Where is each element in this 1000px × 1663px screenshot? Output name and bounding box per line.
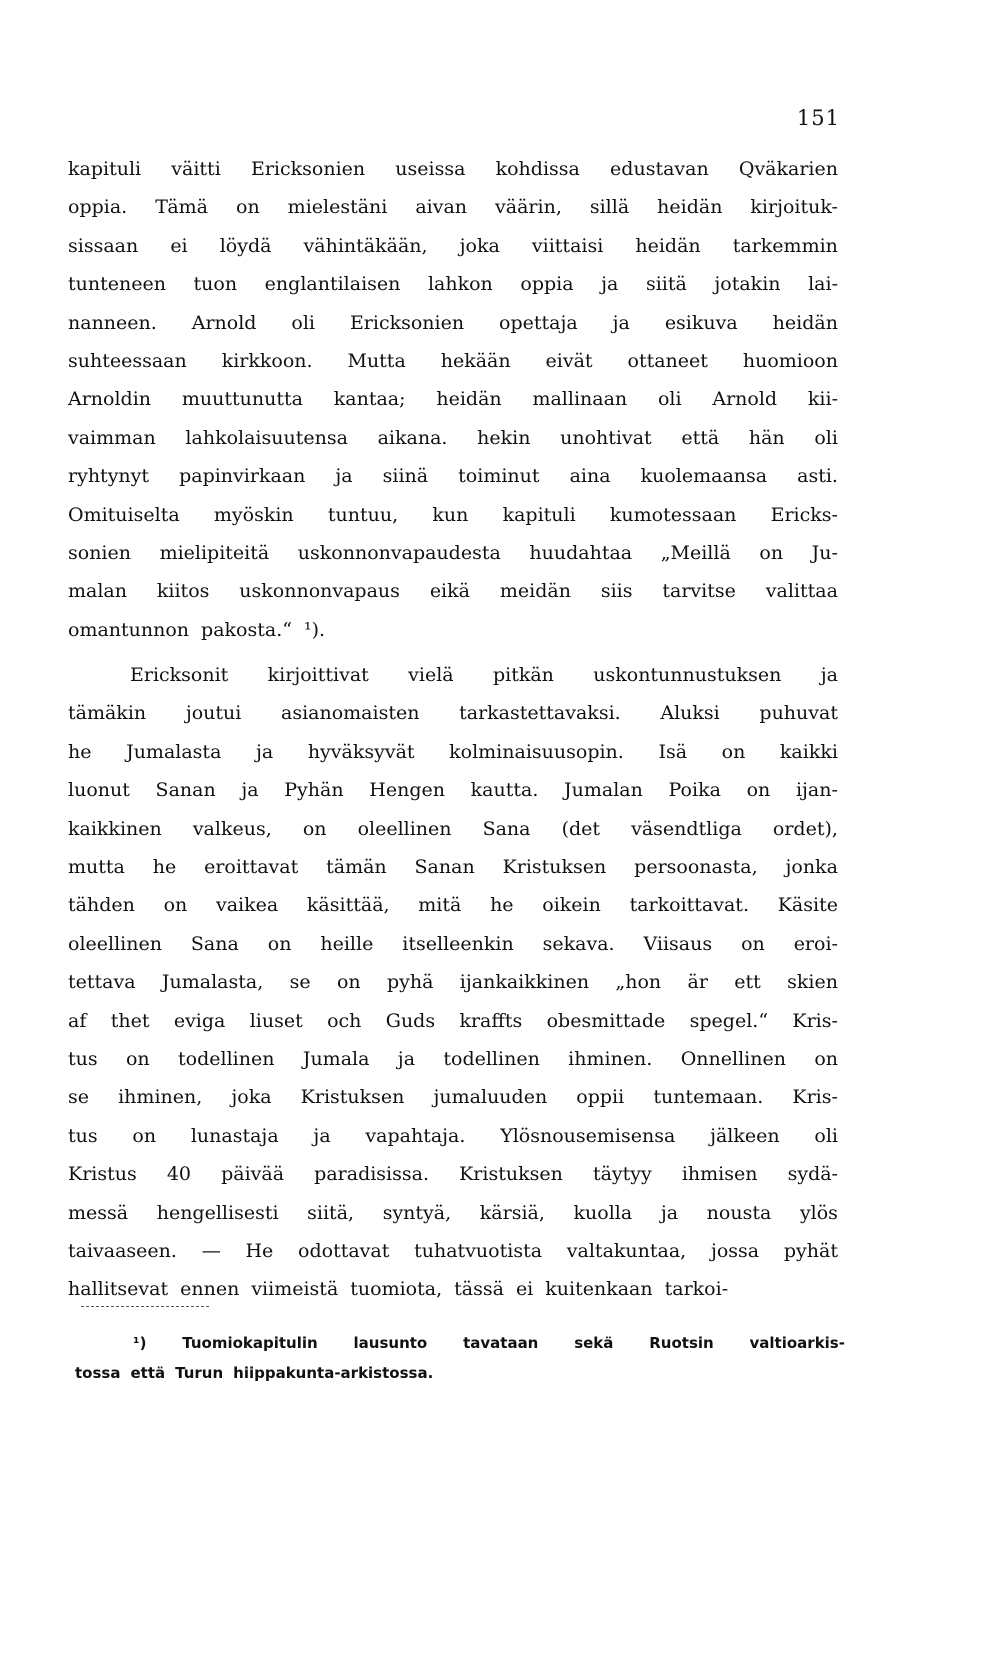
word: Ylösnousemisensa [500, 1124, 676, 1147]
text-line [68, 656, 838, 694]
word: thet [110, 1009, 150, 1032]
word: sekava. [542, 932, 615, 955]
word: aikana. [377, 426, 448, 449]
word: hekin [477, 426, 531, 449]
word: kapituli [68, 158, 142, 180]
word: hän [748, 426, 785, 449]
word: unohtivat [560, 426, 652, 449]
word: kirkkoon. [221, 349, 313, 372]
word: tuntemaan. [653, 1086, 764, 1109]
word: Kristus [68, 1163, 137, 1186]
word: että [130, 1364, 166, 1382]
word: asti. [797, 465, 838, 488]
word: uskontunnustuksen [593, 664, 782, 687]
word: (det [561, 817, 601, 840]
word: eroi- [793, 932, 838, 955]
word: tus [68, 1047, 98, 1070]
word: tarvitse [662, 580, 736, 603]
word: omantunnon [68, 618, 190, 641]
word: kumotessaan [609, 503, 737, 526]
word: ennen [180, 1278, 240, 1301]
word: Sana [482, 817, 531, 840]
word: todellinen [178, 1047, 275, 1070]
text-line [68, 572, 838, 610]
word: tuon [193, 273, 238, 296]
word: Sana [190, 932, 239, 955]
word: mutta [68, 856, 125, 879]
word: vapahtaja. [365, 1124, 466, 1147]
word: puhuvat [759, 702, 838, 725]
word: opettaja [499, 311, 578, 334]
word: heille [320, 932, 374, 955]
footnote [75, 1328, 845, 1388]
word: ja [820, 664, 838, 687]
text-line [68, 342, 838, 380]
word: on [236, 196, 260, 219]
word: tarkastettavaksi. [459, 702, 621, 725]
word: — [201, 1239, 221, 1262]
word: skien [787, 971, 838, 994]
text-line [68, 1270, 838, 1308]
word: kantaa; [333, 388, 406, 411]
word: viimeistä [251, 1278, 339, 1301]
word: lahkon [427, 273, 493, 296]
word: kohdissa [495, 158, 580, 180]
word: Tämä [155, 196, 209, 219]
word: Jumalasta, [161, 971, 264, 994]
word: mielestäni [287, 196, 388, 219]
word: käsittää, [306, 894, 390, 917]
word: hekään [440, 349, 511, 372]
word: päivää [221, 1163, 285, 1186]
word: Ericksonien [250, 158, 366, 180]
word: ja [313, 1124, 331, 1147]
word: Hengen [369, 779, 445, 802]
word: Jumala [302, 1047, 370, 1070]
word: tarkemmin [732, 234, 838, 257]
word: heidän [436, 388, 502, 411]
word: huomioon [742, 349, 838, 372]
word: Kris- [792, 1086, 838, 1109]
body-text [68, 150, 838, 1309]
word: jumaluuden [433, 1086, 548, 1109]
word: väitti [171, 158, 221, 180]
word: kii- [807, 388, 838, 411]
word: luonut [68, 779, 130, 802]
word: tähden [68, 894, 135, 917]
word: edustavan [610, 158, 709, 180]
word: persoonasta, [634, 856, 758, 879]
word: messä [68, 1201, 129, 1224]
word: Arnold [191, 311, 257, 334]
word: lausunto [353, 1334, 428, 1352]
text-line [68, 771, 838, 809]
word: he [152, 856, 177, 879]
word: joka [231, 1086, 272, 1109]
word: Ericksonit [130, 664, 229, 687]
word: Jumalan [564, 779, 643, 802]
word: täytyy [592, 1163, 652, 1186]
word: ett [734, 971, 761, 994]
text-line [68, 1194, 838, 1232]
word: Omituiselta [68, 503, 180, 526]
word: aina [569, 465, 611, 488]
word: Arnoldin [68, 388, 152, 411]
word: hiippakunta-arkistossa. [233, 1364, 434, 1382]
text-line [68, 1002, 838, 1040]
word: tämäkin [68, 702, 147, 725]
word: valittaa [765, 580, 838, 603]
word: jossa [710, 1239, 760, 1262]
word: af [68, 1009, 87, 1032]
text-line [68, 886, 838, 924]
word: siinä [382, 465, 429, 488]
text-line [68, 848, 838, 886]
word: är [687, 971, 708, 994]
word: Pyhän [284, 779, 344, 802]
word: Viisaus [643, 932, 713, 955]
text-line [68, 227, 838, 265]
word: sonien [68, 541, 131, 564]
word: ei [515, 1278, 534, 1301]
word: Kristuksen [502, 856, 607, 879]
text-line [68, 1232, 838, 1270]
word: ja [335, 465, 353, 488]
word: „hon [615, 971, 662, 994]
word: tettava [68, 971, 136, 994]
text-line [68, 419, 838, 457]
word: pakosta.“ [201, 618, 292, 641]
word: ¹) [133, 1334, 147, 1352]
page-number: 151 [796, 106, 840, 130]
word: on [132, 1124, 157, 1147]
word: vielä [408, 664, 454, 687]
word: eroittavat [204, 856, 299, 879]
word: oli [657, 388, 682, 411]
word: „Meillä [660, 541, 731, 564]
word: Ju- [811, 541, 838, 564]
word: kun [432, 503, 469, 526]
word: Tuomiokapitulin [182, 1334, 318, 1352]
word: oleellinen [68, 932, 162, 955]
word: sillä [589, 196, 630, 219]
word: on [814, 1047, 838, 1070]
word: kraffts [459, 1009, 523, 1032]
word: on [267, 932, 292, 955]
word: Kristuksen [459, 1163, 563, 1186]
word: Jumalasta [126, 740, 222, 763]
word: ja [256, 740, 274, 763]
word: ja [601, 273, 619, 296]
word: tarkoittavat. [629, 894, 749, 917]
text-line [68, 304, 838, 342]
word: kirjoituk- [750, 196, 838, 219]
text-line [68, 733, 838, 771]
text-line [68, 457, 838, 495]
word: pyhä [386, 971, 434, 994]
word: valkeus, [192, 817, 272, 840]
word: mielipiteitä [159, 541, 270, 564]
word: toiminut [458, 465, 540, 488]
text-line [68, 925, 838, 963]
word: kuitenkaan [545, 1278, 653, 1301]
word: lai- [808, 273, 838, 296]
word: on [759, 541, 784, 564]
word: heidän [635, 234, 701, 257]
word: Ericks- [770, 503, 838, 526]
word: Kristuksen [300, 1086, 405, 1109]
word: itselleenkin [402, 932, 514, 955]
text-line [68, 694, 838, 732]
word: tarkoi- [664, 1278, 729, 1301]
word: taivaaseen. [68, 1239, 177, 1262]
word: tuomiota, [350, 1278, 443, 1301]
word: siitä [645, 273, 687, 296]
word: tus [68, 1124, 98, 1147]
word: tavataan [463, 1334, 539, 1352]
word: hengellisesti [156, 1201, 279, 1224]
word: useissa [395, 158, 466, 180]
word: vähintäkään, [303, 234, 428, 257]
word: ¹). [303, 618, 326, 641]
word: Sanan [414, 856, 475, 879]
word: sissaan [68, 234, 139, 257]
word: Qväkarien [738, 158, 838, 180]
word: kuolemaansa [640, 465, 768, 488]
word: oli [291, 311, 315, 334]
word: pitkän [492, 664, 554, 687]
word: suhteessaan [68, 349, 187, 372]
word: uskonnonvapaudesta [297, 541, 501, 564]
word: mallinaan [532, 388, 628, 411]
word: jonka [785, 856, 838, 879]
word: meidän [499, 580, 571, 603]
word: sekä [574, 1334, 614, 1352]
word: ei [170, 234, 188, 257]
word: paradisissa. [314, 1163, 430, 1186]
text-line [68, 265, 838, 303]
word: on [741, 932, 765, 955]
word: Ericksonien [349, 311, 465, 334]
word: jotakin [714, 273, 781, 296]
word: mitä [418, 894, 462, 917]
word: on [125, 1047, 150, 1070]
word: Isä [658, 740, 688, 763]
word: Aluksi [660, 702, 720, 725]
word: nousta [706, 1201, 772, 1224]
text-line [68, 1117, 838, 1155]
word: siitä, [307, 1201, 355, 1224]
text-line [68, 963, 838, 1001]
word: väsendtliga [631, 817, 742, 840]
word: ja [612, 311, 630, 334]
word: ordet), [772, 817, 838, 840]
word: on [746, 779, 771, 802]
word: joka [459, 234, 500, 257]
word: malan [68, 580, 127, 603]
text-line [68, 188, 838, 226]
footnote-separator [81, 1306, 209, 1307]
word: viittaisi [531, 234, 604, 257]
word: oli [814, 1124, 838, 1147]
text-line [68, 810, 838, 848]
word: kiitos [156, 580, 210, 603]
word: valtioarkis- [749, 1334, 845, 1352]
word: pyhät [783, 1239, 838, 1262]
word: väärin, [495, 196, 562, 219]
word: löydä [219, 234, 272, 257]
text-line [68, 150, 838, 188]
word: kapituli [502, 503, 576, 526]
word: on [302, 817, 327, 840]
word: ijankaikkinen [459, 971, 590, 994]
word: tunteneen [68, 273, 166, 296]
word: eivät [545, 349, 593, 372]
word: kärsiä, [479, 1201, 545, 1224]
word: syntyä, [382, 1201, 452, 1224]
word: 40 [166, 1163, 192, 1186]
word: joutui [185, 702, 242, 725]
word: lahkolaisuutensa [185, 426, 348, 449]
word: on [163, 894, 188, 917]
word: obesmittade [546, 1009, 666, 1032]
word: Arnold [712, 388, 778, 411]
word: tuhatvuotista [414, 1239, 543, 1262]
word: asianomaisten [281, 702, 420, 725]
word: tuntuu, [327, 503, 399, 526]
word: ryhtynyt [68, 465, 150, 488]
word: ja [241, 779, 259, 802]
word: heidän [772, 311, 838, 334]
word: Turun [175, 1364, 224, 1382]
word: ihminen, [118, 1086, 203, 1109]
word: todellinen [443, 1047, 540, 1070]
word: oppia. [68, 196, 128, 219]
word: myöskin [213, 503, 294, 526]
text-line [68, 534, 838, 572]
word: odottavat [298, 1239, 390, 1262]
word: se [68, 1086, 89, 1109]
word: kaikki [779, 740, 838, 763]
word: jälkeen [710, 1124, 780, 1147]
word: on [721, 740, 746, 763]
word: och [327, 1009, 362, 1032]
word: nanneen. [68, 311, 157, 334]
word: tämän [326, 856, 387, 879]
text-line [68, 1155, 838, 1193]
word: liuset [249, 1009, 303, 1032]
word: heidän [657, 196, 723, 219]
word: he [490, 894, 514, 917]
text-line [68, 611, 838, 649]
word: spegel.“ [689, 1009, 769, 1032]
word: sydä- [787, 1163, 838, 1186]
word: kolminaisuusopin. [449, 740, 624, 763]
word: kirjoittivat [267, 664, 369, 687]
word: että [681, 426, 720, 449]
word: hyväksyvät [307, 740, 415, 763]
word: oppia [520, 273, 574, 296]
word: Sanan [155, 779, 216, 802]
word: oleellinen [357, 817, 452, 840]
word: ja [660, 1201, 679, 1224]
word: hallitsevat [68, 1278, 169, 1301]
text-line [68, 1078, 838, 1116]
word: vaikea [215, 894, 279, 917]
word: papinvirkaan [179, 465, 306, 488]
word: lunastaja [190, 1124, 279, 1147]
word: Kris- [792, 1009, 838, 1032]
word: vaimman [68, 426, 156, 449]
word: huudahtaa [529, 541, 633, 564]
word: se [289, 971, 311, 994]
word: kuolla [573, 1201, 633, 1224]
word: oikein [542, 894, 601, 917]
text-line [68, 1040, 838, 1078]
text-line [68, 380, 838, 418]
word: tossa [75, 1364, 121, 1382]
word: Poika [668, 779, 721, 802]
word: eikä [429, 580, 470, 603]
word: valtakuntaa, [566, 1239, 687, 1262]
word: ottaneet [627, 349, 708, 372]
footnote-line [75, 1358, 845, 1388]
word: Onnellinen [680, 1047, 786, 1070]
word: ihmisen [681, 1163, 758, 1186]
word: aivan [415, 196, 468, 219]
word: oli [814, 426, 838, 449]
word: ihminen. [568, 1047, 653, 1070]
word: muuttunutta [181, 388, 303, 411]
word: siis [600, 580, 633, 603]
word: Mutta [347, 349, 406, 372]
word: tässä [454, 1278, 504, 1301]
word: englantilaisen [264, 273, 401, 296]
word: eviga [173, 1009, 226, 1032]
word: Käsite [777, 894, 838, 917]
word: He [245, 1239, 274, 1262]
word: on [336, 971, 361, 994]
word: kaikkinen [68, 817, 162, 840]
word: Guds [385, 1009, 436, 1032]
word: oppii [576, 1086, 625, 1109]
word: Ruotsin [649, 1334, 714, 1352]
word: esikuva [664, 311, 738, 334]
text-line [68, 496, 838, 534]
word: ylös [799, 1201, 838, 1224]
word: kautta. [470, 779, 539, 802]
footnote-line [75, 1328, 845, 1358]
word: he [68, 740, 92, 763]
word: ja [397, 1047, 416, 1070]
word: ijan- [795, 779, 838, 802]
word: uskonnonvapaus [239, 580, 400, 603]
